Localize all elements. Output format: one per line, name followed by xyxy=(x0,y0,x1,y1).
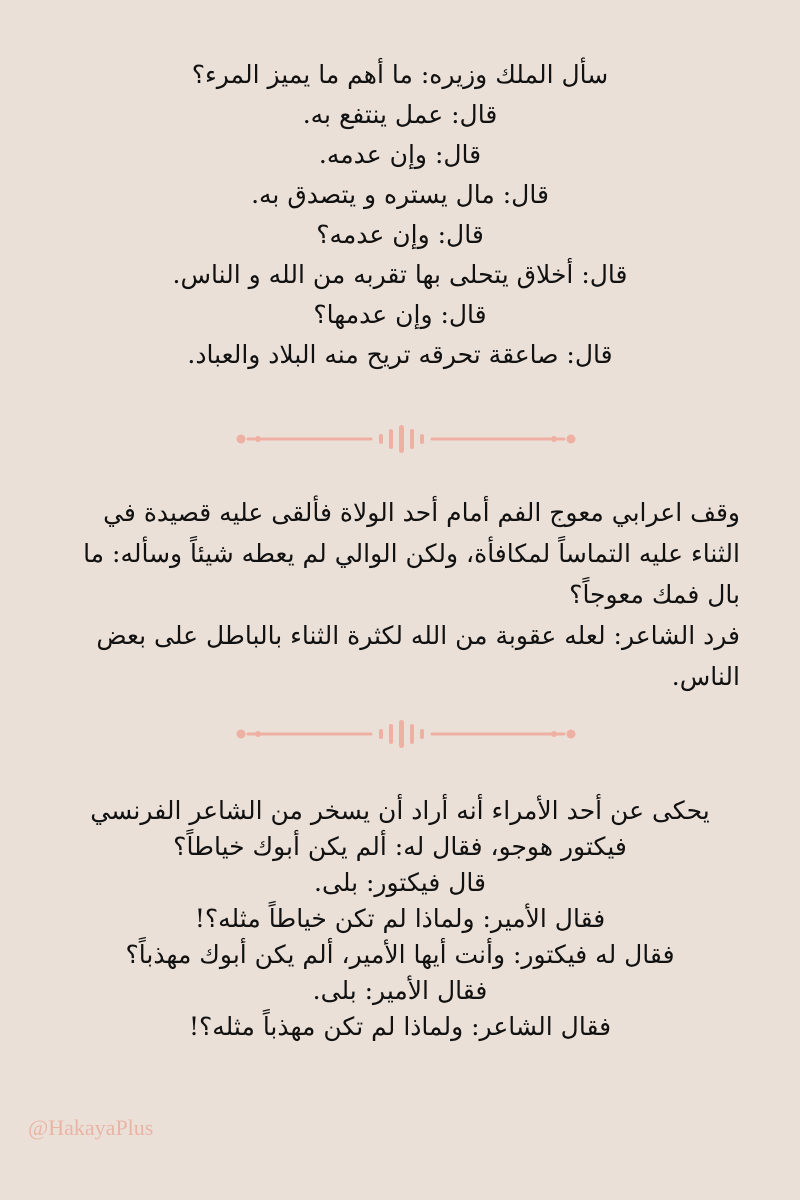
story1-line: قال: وإن عدمها؟ xyxy=(313,300,487,329)
story2-line: وقف اعرابي معوج الفم أمام أحد الولاة فألقى عليه قصيدة في xyxy=(103,498,740,527)
divider-ornament-icon xyxy=(236,425,576,453)
story1-line: قال: مال يستره و يتصدق به. xyxy=(251,180,549,209)
story-king-vizier xyxy=(170,55,630,375)
story1-line: قال: وإن عدمه. xyxy=(318,140,482,169)
story3-line: فقال الأمير: بلى. xyxy=(312,976,488,1005)
story1-line: قال: عمل ينتفع به. xyxy=(302,100,498,129)
story1-line: سأل الملك وزيره: ما أهم ما يميز المرء؟ xyxy=(191,60,609,89)
story3-line: يحكى عن أحد الأمراء أنه أراد أن يسخر من الشاعر الفرنسي xyxy=(90,796,710,825)
story1-line: قال: أخلاق يتحلى بها تقربه من الله و الناس. xyxy=(172,260,628,289)
story2-paragraph xyxy=(60,492,740,615)
story2-paragraph xyxy=(60,615,740,697)
story3-line: فيكتور هوجو، فقال له: ألم يكن أبوك خياطاً؟ xyxy=(173,832,627,861)
story1-line: قال: صاعقة تحرقه تريح منه البلاد والعباد. xyxy=(187,340,613,369)
story3-line: فقال الشاعر: ولماذا لم تكن مهذباً مثله؟! xyxy=(188,1012,612,1041)
story2-line: الثناء عليه التماساً لمكافأة، ولكن الوالي لم يعطه شيئاً وسأله: ما xyxy=(83,539,740,568)
story2-line: فرد الشاعر: لعله عقوبة من الله لكثرة الثناء بالباطل على بعض xyxy=(96,621,740,650)
watermark-handle: @HakayaPlus xyxy=(28,1115,154,1140)
story1-line: قال: وإن عدمه؟ xyxy=(316,220,484,249)
story-victor-hugo xyxy=(70,793,730,1045)
story3-line: فقال الأمير: ولماذا لم تكن خياطاً مثله؟! xyxy=(194,904,606,933)
story3-line: فقال له فيكتور: وأنت أيها الأمير، ألم يكن أبوك مهذباً؟ xyxy=(125,940,675,969)
story3-line: قال فيكتور: بلى. xyxy=(314,868,486,897)
story-bedouin-poet xyxy=(60,492,740,697)
divider-ornament-icon xyxy=(236,720,576,748)
story2-line: الناس. xyxy=(671,662,740,691)
story2-line: بال فمك معوجاً؟ xyxy=(569,580,740,609)
